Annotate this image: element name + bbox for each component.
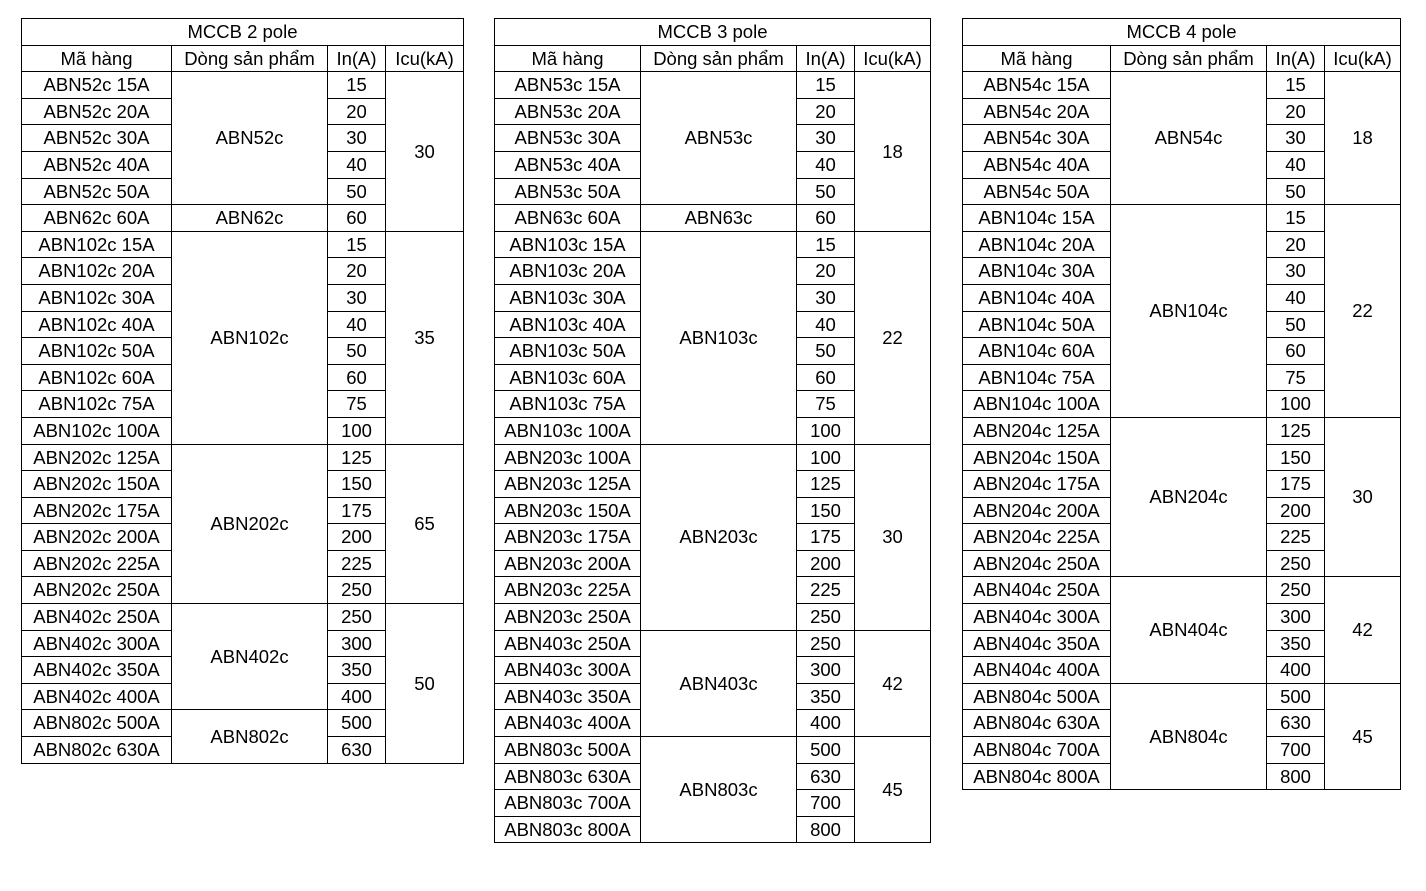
rated-current-cell: 100 [797,444,855,471]
product-code-cell: ABN202c 225A [22,550,172,577]
product-code-cell: ABN104c 100A [963,391,1111,418]
table-row [963,205,1401,232]
product-code-cell: ABN104c 40A [963,284,1111,311]
rated-current-cell: 630 [328,737,386,764]
rated-current-cell: 50 [797,338,855,365]
header-dong-san-pham: Dòng sản phẩm [641,45,797,72]
rated-current-cell: 75 [1267,364,1325,391]
rated-current-cell: 125 [797,471,855,498]
rated-current-cell: 50 [1267,178,1325,205]
product-code-cell: ABN102c 15A [22,231,172,258]
table-row [22,444,464,471]
product-code-cell: ABN804c 630A [963,710,1111,737]
rated-current-cell: 350 [328,657,386,684]
table-row [495,72,931,99]
rated-current-cell: 15 [1267,72,1325,99]
table-title: MCCB 3 pole [495,19,931,46]
product-code-cell: ABN403c 400A [495,710,641,737]
product-code-cell: ABN102c 60A [22,364,172,391]
product-code-cell: ABN204c 225A [963,524,1111,551]
breaking-capacity-cell: 45 [1325,683,1401,789]
rated-current-cell: 300 [1267,604,1325,631]
rated-current-cell: 30 [1267,258,1325,285]
product-code-cell: ABN202c 175A [22,497,172,524]
product-code-cell: ABN52c 50A [22,178,172,205]
rated-current-cell: 500 [328,710,386,737]
product-code-cell: ABN102c 20A [22,258,172,285]
rated-current-cell: 200 [1267,497,1325,524]
rated-current-cell: 40 [1267,151,1325,178]
product-line-cell: ABN52c [172,72,328,205]
rated-current-cell: 15 [797,72,855,99]
product-code-cell: ABN403c 250A [495,630,641,657]
product-code-cell: ABN802c 630A [22,737,172,764]
product-code-cell: ABN404c 350A [963,630,1111,657]
product-code-cell: ABN103c 60A [495,364,641,391]
header-ma-hang: Mã hàng [963,45,1111,72]
rated-current-cell: 100 [328,417,386,444]
product-code-cell: ABN103c 50A [495,338,641,365]
product-line-cell: ABN204c [1111,417,1267,577]
product-code-cell: ABN103c 75A [495,391,641,418]
product-line-cell: ABN102c [172,231,328,444]
product-code-cell: ABN53c 15A [495,72,641,99]
table-row [495,231,931,258]
rated-current-cell: 60 [797,364,855,391]
product-code-cell: ABN803c 800A [495,816,641,843]
product-code-cell: ABN803c 500A [495,737,641,764]
rated-current-cell: 250 [797,604,855,631]
header-ma-hang: Mã hàng [495,45,641,72]
rated-current-cell: 30 [797,284,855,311]
rated-current-cell: 30 [328,125,386,152]
header-in-a: In(A) [328,45,386,72]
product-line-cell: ABN103c [641,231,797,444]
product-code-cell: ABN102c 40A [22,311,172,338]
rated-current-cell: 15 [328,231,386,258]
breaking-capacity-cell: 22 [1325,205,1401,418]
product-code-cell: ABN104c 75A [963,364,1111,391]
rated-current-cell: 250 [328,604,386,631]
product-code-cell: ABN52c 15A [22,72,172,99]
product-code-cell: ABN203c 150A [495,497,641,524]
product-code-cell: ABN803c 700A [495,790,641,817]
product-code-cell: ABN104c 20A [963,231,1111,258]
product-line-cell: ABN104c [1111,205,1267,418]
table-row [495,444,931,471]
product-code-cell: ABN203c 100A [495,444,641,471]
rated-current-cell: 400 [328,683,386,710]
rated-current-cell: 350 [797,683,855,710]
rated-current-cell: 630 [797,763,855,790]
product-code-cell: ABN804c 500A [963,683,1111,710]
product-code-cell: ABN204c 175A [963,471,1111,498]
rated-current-cell: 30 [1267,125,1325,152]
rated-current-cell: 200 [328,524,386,551]
rated-current-cell: 300 [797,657,855,684]
product-code-cell: ABN402c 300A [22,630,172,657]
product-code-cell: ABN203c 200A [495,550,641,577]
product-line-cell: ABN62c [172,205,328,232]
product-code-cell: ABN203c 225A [495,577,641,604]
mccb-3-pole-table [494,18,931,843]
rated-current-cell: 15 [1267,205,1325,232]
product-code-cell: ABN204c 125A [963,417,1111,444]
product-code-cell: ABN803c 630A [495,763,641,790]
product-code-cell: ABN52c 30A [22,125,172,152]
rated-current-cell: 800 [797,816,855,843]
table-row [495,630,931,657]
table-row [963,683,1401,710]
product-line-cell: ABN203c [641,444,797,630]
breaking-capacity-cell: 35 [386,231,464,444]
product-code-cell: ABN62c 60A [22,205,172,232]
rated-current-cell: 350 [1267,630,1325,657]
product-code-cell: ABN203c 125A [495,471,641,498]
rated-current-cell: 800 [1267,763,1325,790]
rated-current-cell: 175 [797,524,855,551]
header-icu-ka: Icu(kA) [855,45,931,72]
product-code-cell: ABN54c 30A [963,125,1111,152]
product-code-cell: ABN402c 400A [22,683,172,710]
rated-current-cell: 15 [328,72,386,99]
breaking-capacity-cell: 50 [386,604,464,764]
product-code-cell: ABN404c 400A [963,657,1111,684]
breaking-capacity-cell: 30 [386,72,464,232]
table-title: MCCB 4 pole [963,19,1401,46]
rated-current-cell: 20 [328,258,386,285]
product-code-cell: ABN204c 250A [963,550,1111,577]
rated-current-cell: 225 [328,550,386,577]
rated-current-cell: 20 [1267,98,1325,125]
rated-current-cell: 50 [797,178,855,205]
product-code-cell: ABN403c 300A [495,657,641,684]
header-in-a: In(A) [1267,45,1325,72]
rated-current-cell: 50 [328,338,386,365]
rated-current-cell: 60 [328,364,386,391]
product-code-cell: ABN104c 15A [963,205,1111,232]
header-ma-hang: Mã hàng [22,45,172,72]
product-code-cell: ABN804c 800A [963,763,1111,790]
product-code-cell: ABN102c 75A [22,391,172,418]
product-code-cell: ABN103c 15A [495,231,641,258]
rated-current-cell: 150 [797,497,855,524]
product-line-cell: ABN802c [172,710,328,763]
rated-current-cell: 250 [328,577,386,604]
breaking-capacity-cell: 18 [855,72,931,232]
product-code-cell: ABN102c 30A [22,284,172,311]
product-code-cell: ABN103c 30A [495,284,641,311]
product-code-cell: ABN103c 40A [495,311,641,338]
product-line-cell: ABN54c [1111,72,1267,205]
header-dong-san-pham: Dòng sản phẩm [172,45,328,72]
product-code-cell: ABN54c 40A [963,151,1111,178]
rated-current-cell: 630 [1267,710,1325,737]
rated-current-cell: 200 [797,550,855,577]
mccb-4-pole-table [962,18,1401,790]
product-line-cell: ABN403c [641,630,797,736]
product-line-cell: ABN63c [641,205,797,232]
rated-current-cell: 15 [797,231,855,258]
header-in-a: In(A) [797,45,855,72]
breaking-capacity-cell: 45 [855,737,931,843]
product-line-cell: ABN404c [1111,577,1267,683]
header-icu-ka: Icu(kA) [386,45,464,72]
product-code-cell: ABN404c 250A [963,577,1111,604]
rated-current-cell: 75 [328,391,386,418]
rated-current-cell: 75 [797,391,855,418]
product-code-cell: ABN104c 60A [963,338,1111,365]
product-code-cell: ABN203c 175A [495,524,641,551]
rated-current-cell: 250 [797,630,855,657]
product-code-cell: ABN104c 50A [963,311,1111,338]
product-code-cell: ABN202c 150A [22,471,172,498]
rated-current-cell: 40 [797,311,855,338]
product-line-cell: ABN53c [641,72,797,205]
rated-current-cell: 250 [1267,550,1325,577]
rated-current-cell: 500 [797,737,855,764]
rated-current-cell: 225 [1267,524,1325,551]
rated-current-cell: 100 [797,417,855,444]
table-row [963,577,1401,604]
product-code-cell: ABN402c 250A [22,604,172,631]
rated-current-cell: 125 [328,444,386,471]
rated-current-cell: 50 [1267,311,1325,338]
product-code-cell: ABN53c 30A [495,125,641,152]
table-row [22,231,464,258]
product-line-cell: ABN803c [641,737,797,843]
rated-current-cell: 400 [797,710,855,737]
product-code-cell: ABN52c 20A [22,98,172,125]
product-code-cell: ABN54c 15A [963,72,1111,99]
product-code-cell: ABN204c 150A [963,444,1111,471]
rated-current-cell: 40 [1267,284,1325,311]
product-code-cell: ABN202c 125A [22,444,172,471]
breaking-capacity-cell: 65 [386,444,464,604]
table-row [22,72,464,99]
rated-current-cell: 125 [1267,417,1325,444]
rated-current-cell: 40 [328,151,386,178]
rated-current-cell: 500 [1267,683,1325,710]
product-code-cell: ABN53c 20A [495,98,641,125]
product-code-cell: ABN202c 200A [22,524,172,551]
product-code-cell: ABN102c 50A [22,338,172,365]
rated-current-cell: 20 [797,258,855,285]
rated-current-cell: 20 [1267,231,1325,258]
product-code-cell: ABN202c 250A [22,577,172,604]
product-code-cell: ABN403c 350A [495,683,641,710]
product-code-cell: ABN104c 30A [963,258,1111,285]
product-code-cell: ABN54c 50A [963,178,1111,205]
product-code-cell: ABN103c 20A [495,258,641,285]
rated-current-cell: 250 [1267,577,1325,604]
rated-current-cell: 700 [1267,737,1325,764]
rated-current-cell: 225 [797,577,855,604]
rated-current-cell: 60 [328,205,386,232]
table-row [495,737,931,764]
table-row [963,417,1401,444]
breaking-capacity-cell: 30 [1325,417,1401,577]
product-code-cell: ABN804c 700A [963,737,1111,764]
product-line-cell: ABN804c [1111,683,1267,789]
product-code-cell: ABN802c 500A [22,710,172,737]
table-title: MCCB 2 pole [22,19,464,46]
breaking-capacity-cell: 22 [855,231,931,444]
rated-current-cell: 30 [328,284,386,311]
rated-current-cell: 175 [1267,471,1325,498]
breaking-capacity-cell: 18 [1325,72,1401,205]
rated-current-cell: 175 [328,497,386,524]
product-code-cell: ABN53c 50A [495,178,641,205]
rated-current-cell: 50 [328,178,386,205]
breaking-capacity-cell: 42 [1325,577,1401,683]
product-code-cell: ABN63c 60A [495,205,641,232]
product-code-cell: ABN54c 20A [963,98,1111,125]
mccb-2-pole-table [21,18,464,764]
rated-current-cell: 400 [1267,657,1325,684]
product-code-cell: ABN52c 40A [22,151,172,178]
rated-current-cell: 60 [797,205,855,232]
product-code-cell: ABN102c 100A [22,417,172,444]
product-code-cell: ABN103c 100A [495,417,641,444]
rated-current-cell: 20 [328,98,386,125]
rated-current-cell: 40 [328,311,386,338]
table-row [22,604,464,631]
product-code-cell: ABN204c 200A [963,497,1111,524]
rated-current-cell: 40 [797,151,855,178]
rated-current-cell: 100 [1267,391,1325,418]
product-code-cell: ABN402c 350A [22,657,172,684]
rated-current-cell: 30 [797,125,855,152]
product-line-cell: ABN202c [172,444,328,604]
table-row [963,72,1401,99]
product-code-cell: ABN203c 250A [495,604,641,631]
breaking-capacity-cell: 30 [855,444,931,630]
product-code-cell: ABN404c 300A [963,604,1111,631]
rated-current-cell: 150 [328,471,386,498]
header-icu-ka: Icu(kA) [1325,45,1401,72]
breaking-capacity-cell: 42 [855,630,931,736]
rated-current-cell: 20 [797,98,855,125]
rated-current-cell: 150 [1267,444,1325,471]
header-dong-san-pham: Dòng sản phẩm [1111,45,1267,72]
product-code-cell: ABN53c 40A [495,151,641,178]
product-line-cell: ABN402c [172,604,328,710]
rated-current-cell: 700 [797,790,855,817]
rated-current-cell: 300 [328,630,386,657]
rated-current-cell: 60 [1267,338,1325,365]
